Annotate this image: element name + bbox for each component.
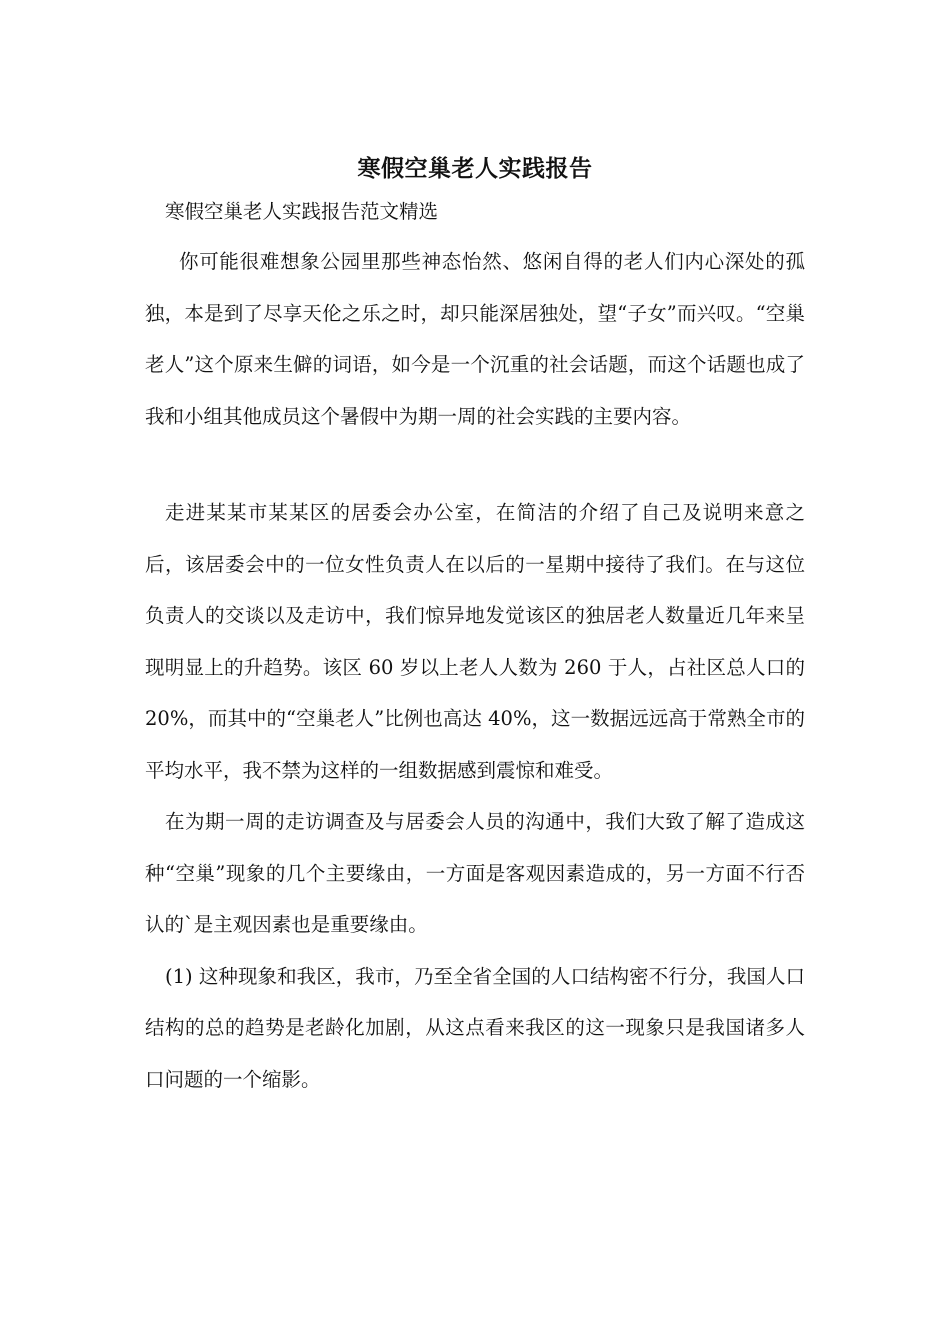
paragraph-visit: 走进某某市某某区的居委会办公室，在简洁的介绍了自己及说明来意之后，该居委会中的一位女性负责人在以后的一星期中接待了我们。在与这位负责人的交谈以及走访中，我们惊异地发觉该区的独居老人数量近几年来呈现明显上的升趋势。该区 60 岁以上老人人数为 260 于人，占社区总人口的 20%，而其中的“空巢老人”比例也高达 40%，这一数据远远高于常熟全市的平均水平，我不禁为这样的一组数据感到震惊和难受。 [145,501,805,782]
document-body [145,150,805,1105]
paragraph-gap [145,442,805,487]
document-title: 寒假空巢老人实践报告 [357,155,593,182]
paragraph-cause-1: (1) 这种现象和我区，我市，乃至全省全国的人口结构密不行分，我国人口结构的总的趋势是老龄化加剧，从这点看来我区的这一现象只是我国诸多人口问题的一个缩影。 [145,964,805,1091]
paragraph-causes: 在为期一周的走访调查及与居委会人员的沟通中，我们大致了解了造成这种“空巢”现象的几个主要缘由，一方面是客观因素造成的，另一方面不行否认的`是主观因素也是重要缘由。 [145,810,805,936]
document-subtitle: 寒假空巢老人实践报告范文精选 [165,200,439,223]
paragraph-intro: 你可能很难想象公园里那些神态怡然、悠闲自得的老人们内心深处的孤独，本是到了尽享天伦之乐之时，却只能深居独处，望“子女”而兴叹。“空巢老人”这个原来生僻的词语，如今是一个沉重的社会话题，而这个话题也成了我和小组其他成员这个暑假中为期一周的社会实践的主要内容。 [145,250,805,428]
